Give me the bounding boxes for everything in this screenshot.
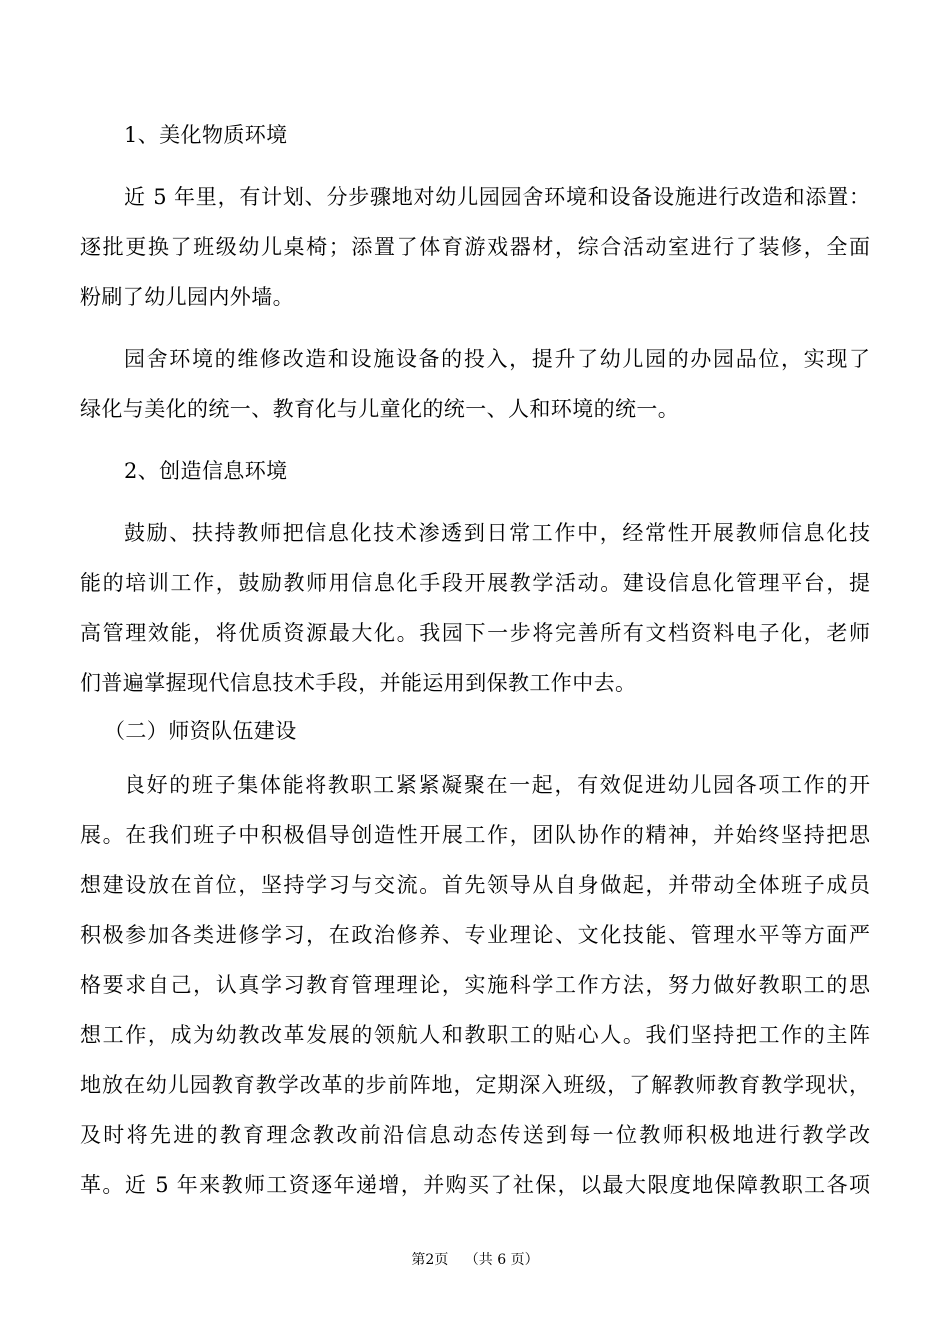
paragraph-2-line-1: 园舍环境的维修改造和设施设备的投入，提升了幼儿园的办园品位，实现了 (124, 347, 870, 371)
paragraph-3-line-4: 们普遍掌握现代信息技术手段，并能运用到保教工作中去。 (80, 671, 637, 695)
paragraph-4-line-9: 革。近 5 年来教师工资逐年递增，并购买了社保，以最大限度地保障教职工各项 (80, 1173, 870, 1197)
page-total: （共 6 页） (464, 1252, 539, 1268)
paragraph-2-line-2: 绿化与美化的统一、教育化与儿童化的统一、人和环境的统一。 (80, 397, 680, 421)
section-heading-1: 1、美化物质环境 (124, 123, 288, 147)
paragraph-1-line-1: 近 5 年里，有计划、分步骤地对幼儿园园舍环境和设备设施进行改造和添置： (124, 185, 870, 209)
paragraph-3-line-3: 高管理效能，将优质资源最大化。我园下一步将完善所有文档资料电子化，老师 (80, 621, 870, 645)
page-footer (0, 1250, 950, 1270)
paragraph-4-line-4: 积极参加各类进修学习，在政治修养、专业理论、文化技能、管理水平等方面严 (80, 923, 870, 947)
paragraph-4-line-6: 想工作，成为幼教改革发展的领航人和教职工的贴心人。我们坚持把工作的主阵 (80, 1023, 870, 1047)
paragraph-1-line-3: 粉刷了幼儿园内外墙。 (80, 285, 294, 309)
paragraph-3-line-1: 鼓励、扶持教师把信息化技术渗透到日常工作中，经常性开展教师信息化技 (124, 521, 870, 545)
paragraph-3-line-2: 能的培训工作，鼓励教师用信息化手段开展教学活动。建设信息化管理平台，提 (80, 571, 870, 595)
paragraph-4-line-2: 展。在我们班子中积极倡导创造性开展工作，团队协作的精神，并始终坚持把思 (80, 823, 870, 847)
paragraph-1-line-2: 逐批更换了班级幼儿桌椅；添置了体育游戏器材，综合活动室进行了装修，全面 (80, 235, 870, 259)
section-heading-3: （二）师资队伍建设 (104, 719, 297, 743)
paragraph-4-line-7: 地放在幼儿园教育教学改革的步前阵地，定期深入班级，了解教师教育教学现状， (80, 1073, 870, 1097)
paragraph-4-line-5: 格要求自己，认真学习教育管理理论，实施科学工作方法，努力做好教职工的思 (80, 973, 870, 997)
paragraph-4-line-3: 想建设放在首位，坚持学习与交流。首先领导从自身做起，并带动全体班子成员 (80, 873, 870, 897)
paragraph-4-line-1: 良好的班子集体能将教职工紧紧凝聚在一起，有效促进幼儿园各项工作的开 (124, 773, 870, 797)
paragraph-4-line-8: 及时将先进的教育理念教改前沿信息动态传送到每一位教师积极地进行教学改 (80, 1123, 870, 1147)
page-number: 第2页 (411, 1252, 449, 1268)
section-heading-2: 2、创造信息环境 (124, 459, 288, 483)
